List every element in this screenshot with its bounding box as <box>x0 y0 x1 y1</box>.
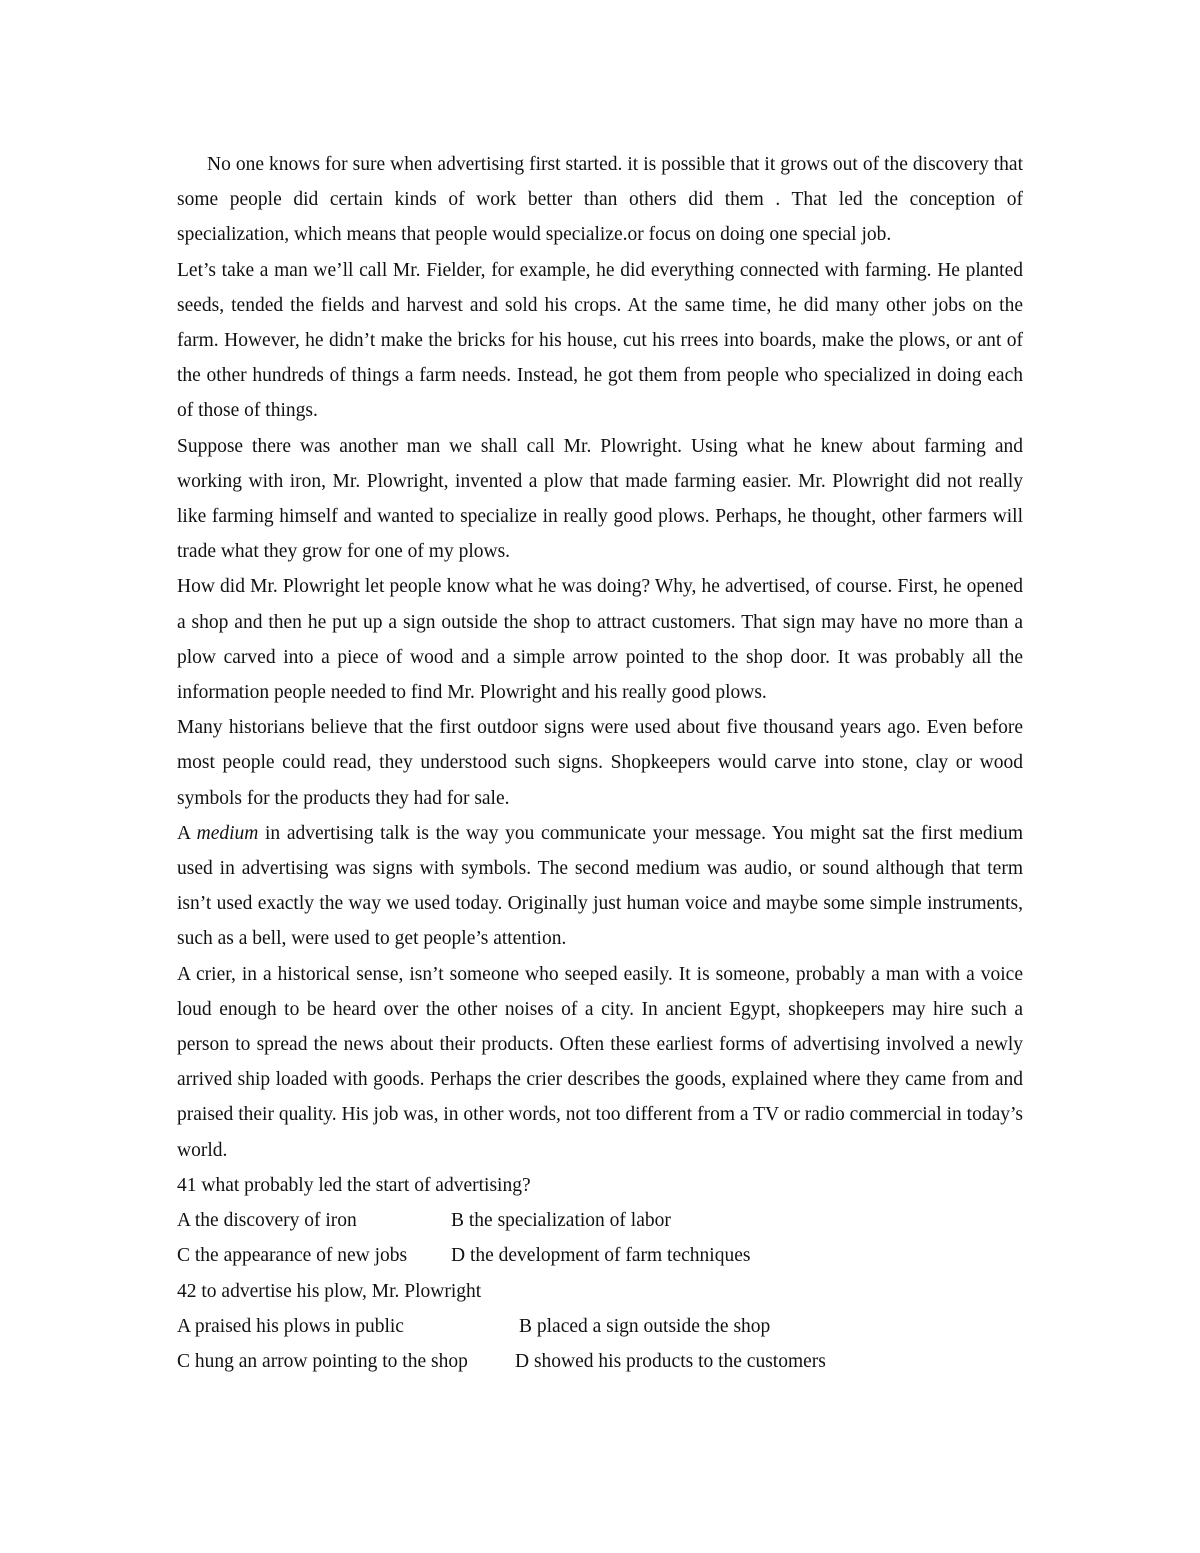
paragraph-6-start: A <box>177 822 197 844</box>
question-41-option-d: D the development of farm techniques <box>451 1245 751 1267</box>
question-42-stem: 42 to advertise his plow, Mr. Plowright <box>177 1280 482 1302</box>
paragraph-2: Let’s take a man we’ll call Mr. Fielder, for example, he did everything connected with farming. He planted seeds, tended the fields and harvest and sold his crops. At the same time, he did many other jobs on the farm. However, he didn’t make the bricks for his house, cut his rrees into boards, make the plows, or ant of the other hundreds of things a farm needs. Instead, he got them from people who specialized in doing each of those of things. <box>177 259 1023 422</box>
question-42-options-row-2 <box>177 1344 1023 1379</box>
question-41-option-c: C the appearance of new jobs <box>177 1245 408 1267</box>
paragraph-6-rest: in advertising talk is the way you communicate your message. You might sat the first medium used in advertising was signs with symbols. The second medium was audio, or sound although that term isn’t used exactly the way we used today. Originally just human voice and maybe some simple instruments, such as a bell, were used to get people’s attention. <box>177 822 1023 950</box>
paragraph-4: How did Mr. Plowright let people know what he was doing? Why, he advertised, of course. First, he opened a shop and then he put up a sign outside the shop to attract customers. That sign may have no more than a plow carved into a piece of wood and a simple arrow pointed to the shop door. It was probably all the information people needed to find Mr. Plowright and his really good plows. <box>177 576 1023 704</box>
paragraph-7: A crier, in a historical sense, isn’t someone who seeped easily. It is someone, probably a man with a voice loud enough to be heard over the other noises of a city. In ancient Egypt, shopkeepers may hire such a person to spread the news about their products. Often these earliest forms of advertising involved a newly arrived ship loaded with goods. Perhaps the crier describes the goods, explained where they came from and praised their quality. His job was, in other words, not too different from a TV or radio commercial in today’s world. <box>177 963 1023 1161</box>
paragraph-1: No one knows for sure when advertising first started. it is possible that it grows out of the discovery that some people did certain kinds of work better than others did them . That led the conception of specialization, which means that people would specialize.or focus on doing one special job. <box>177 154 1023 246</box>
paragraph-5: Many historians believe that the first outdoor signs were used about five thousand years ago. Even before most people could read, they understood such signs. Shopkeepers would carve into stone, clay or wood symbols for the products they had for sale. <box>177 717 1023 809</box>
paragraph-6-emphasis: medium <box>196 822 259 844</box>
paragraph-3: Suppose there was another man we shall call Mr. Plowright. Using what he knew about farming and working with iron, Mr. Plowright, invented a plow that made farming easier. Mr. Plowright did not really like farming himself and wanted to specialize in really good plows. Perhaps, he thought, other farmers will trade what they grow for one of my plows. <box>177 435 1023 563</box>
question-42-option-d: D showed his products to the customers <box>515 1350 826 1372</box>
question-42-option-b: B placed a sign outside the shop <box>519 1315 771 1337</box>
document-page <box>177 147 1023 1379</box>
question-41-option-a: A the discovery of iron <box>177 1210 357 1232</box>
question-41-option-b: B the specialization of labor <box>451 1210 671 1232</box>
question-41-options-row-2 <box>177 1238 1023 1273</box>
question-42-options-row-1 <box>177 1309 1023 1344</box>
paragraph-6 <box>177 816 1023 957</box>
question-42-option-c: C hung an arrow pointing to the shop <box>177 1350 468 1372</box>
question-41-stem: 41 what probably led the start of advertising? <box>177 1174 531 1196</box>
question-41-options-row-1 <box>177 1203 1023 1238</box>
question-42-option-a: A praised his plows in public <box>177 1315 404 1337</box>
